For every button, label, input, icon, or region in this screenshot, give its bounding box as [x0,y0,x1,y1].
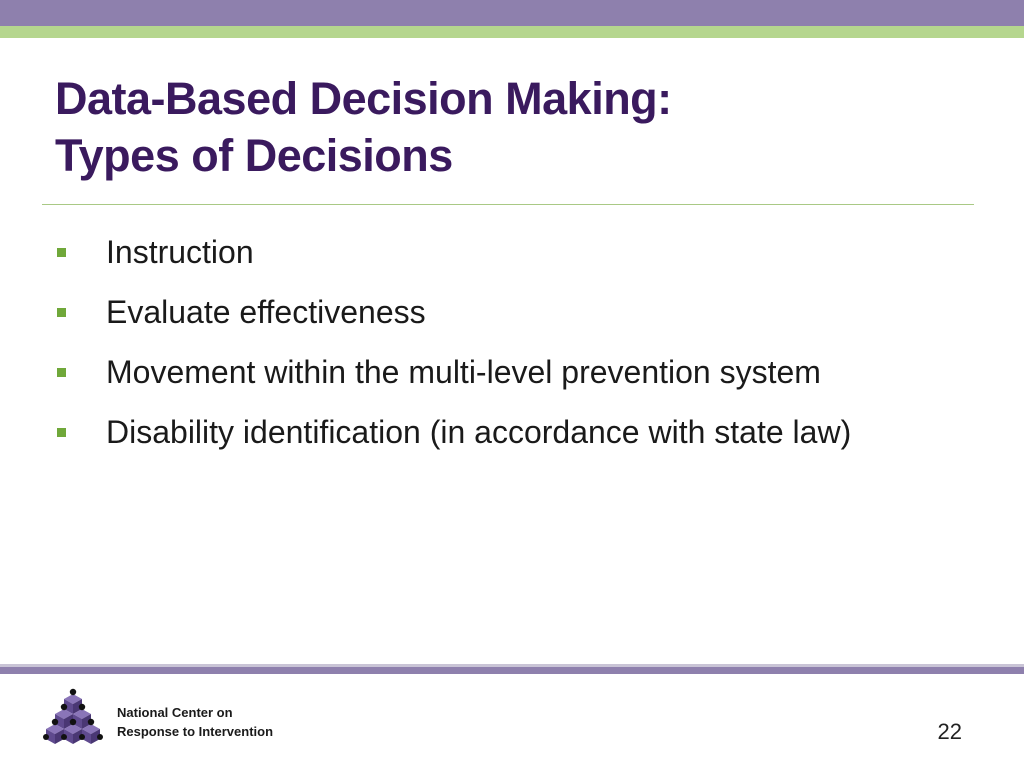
bullet-list [0,230,1024,470]
organization-name-line-2: Response to Intervention [117,724,274,739]
page-number: 22 [937,719,962,744]
square-bullet-icon [57,368,66,377]
title-divider [42,204,974,205]
bullet-item [0,410,936,455]
slide-title-line-1: Data-Based Decision Making: [55,73,672,124]
slide-title-line-2: Types of Decisions [55,130,453,181]
bullet-text: Disability identification (in accordance with state law) [106,414,852,450]
bullet-text: Evaluate effectiveness [106,294,426,330]
slide-title [55,70,975,184]
bullet-item [0,230,936,275]
square-bullet-icon [57,428,66,437]
square-bullet-icon [57,308,66,317]
stacked-cubes-logo-icon [38,688,108,754]
top-green-band [0,26,1024,38]
bullet-text: Movement within the multi-level prevention system [106,354,821,390]
bottom-purple-band [0,667,1024,674]
square-bullet-icon [57,248,66,257]
bullet-item [0,350,936,395]
organization-name-line-1: National Center on [117,705,233,720]
organization-name [117,703,273,741]
bullet-text: Instruction [106,234,254,270]
bullet-item [0,290,936,335]
top-purple-band [0,0,1024,26]
